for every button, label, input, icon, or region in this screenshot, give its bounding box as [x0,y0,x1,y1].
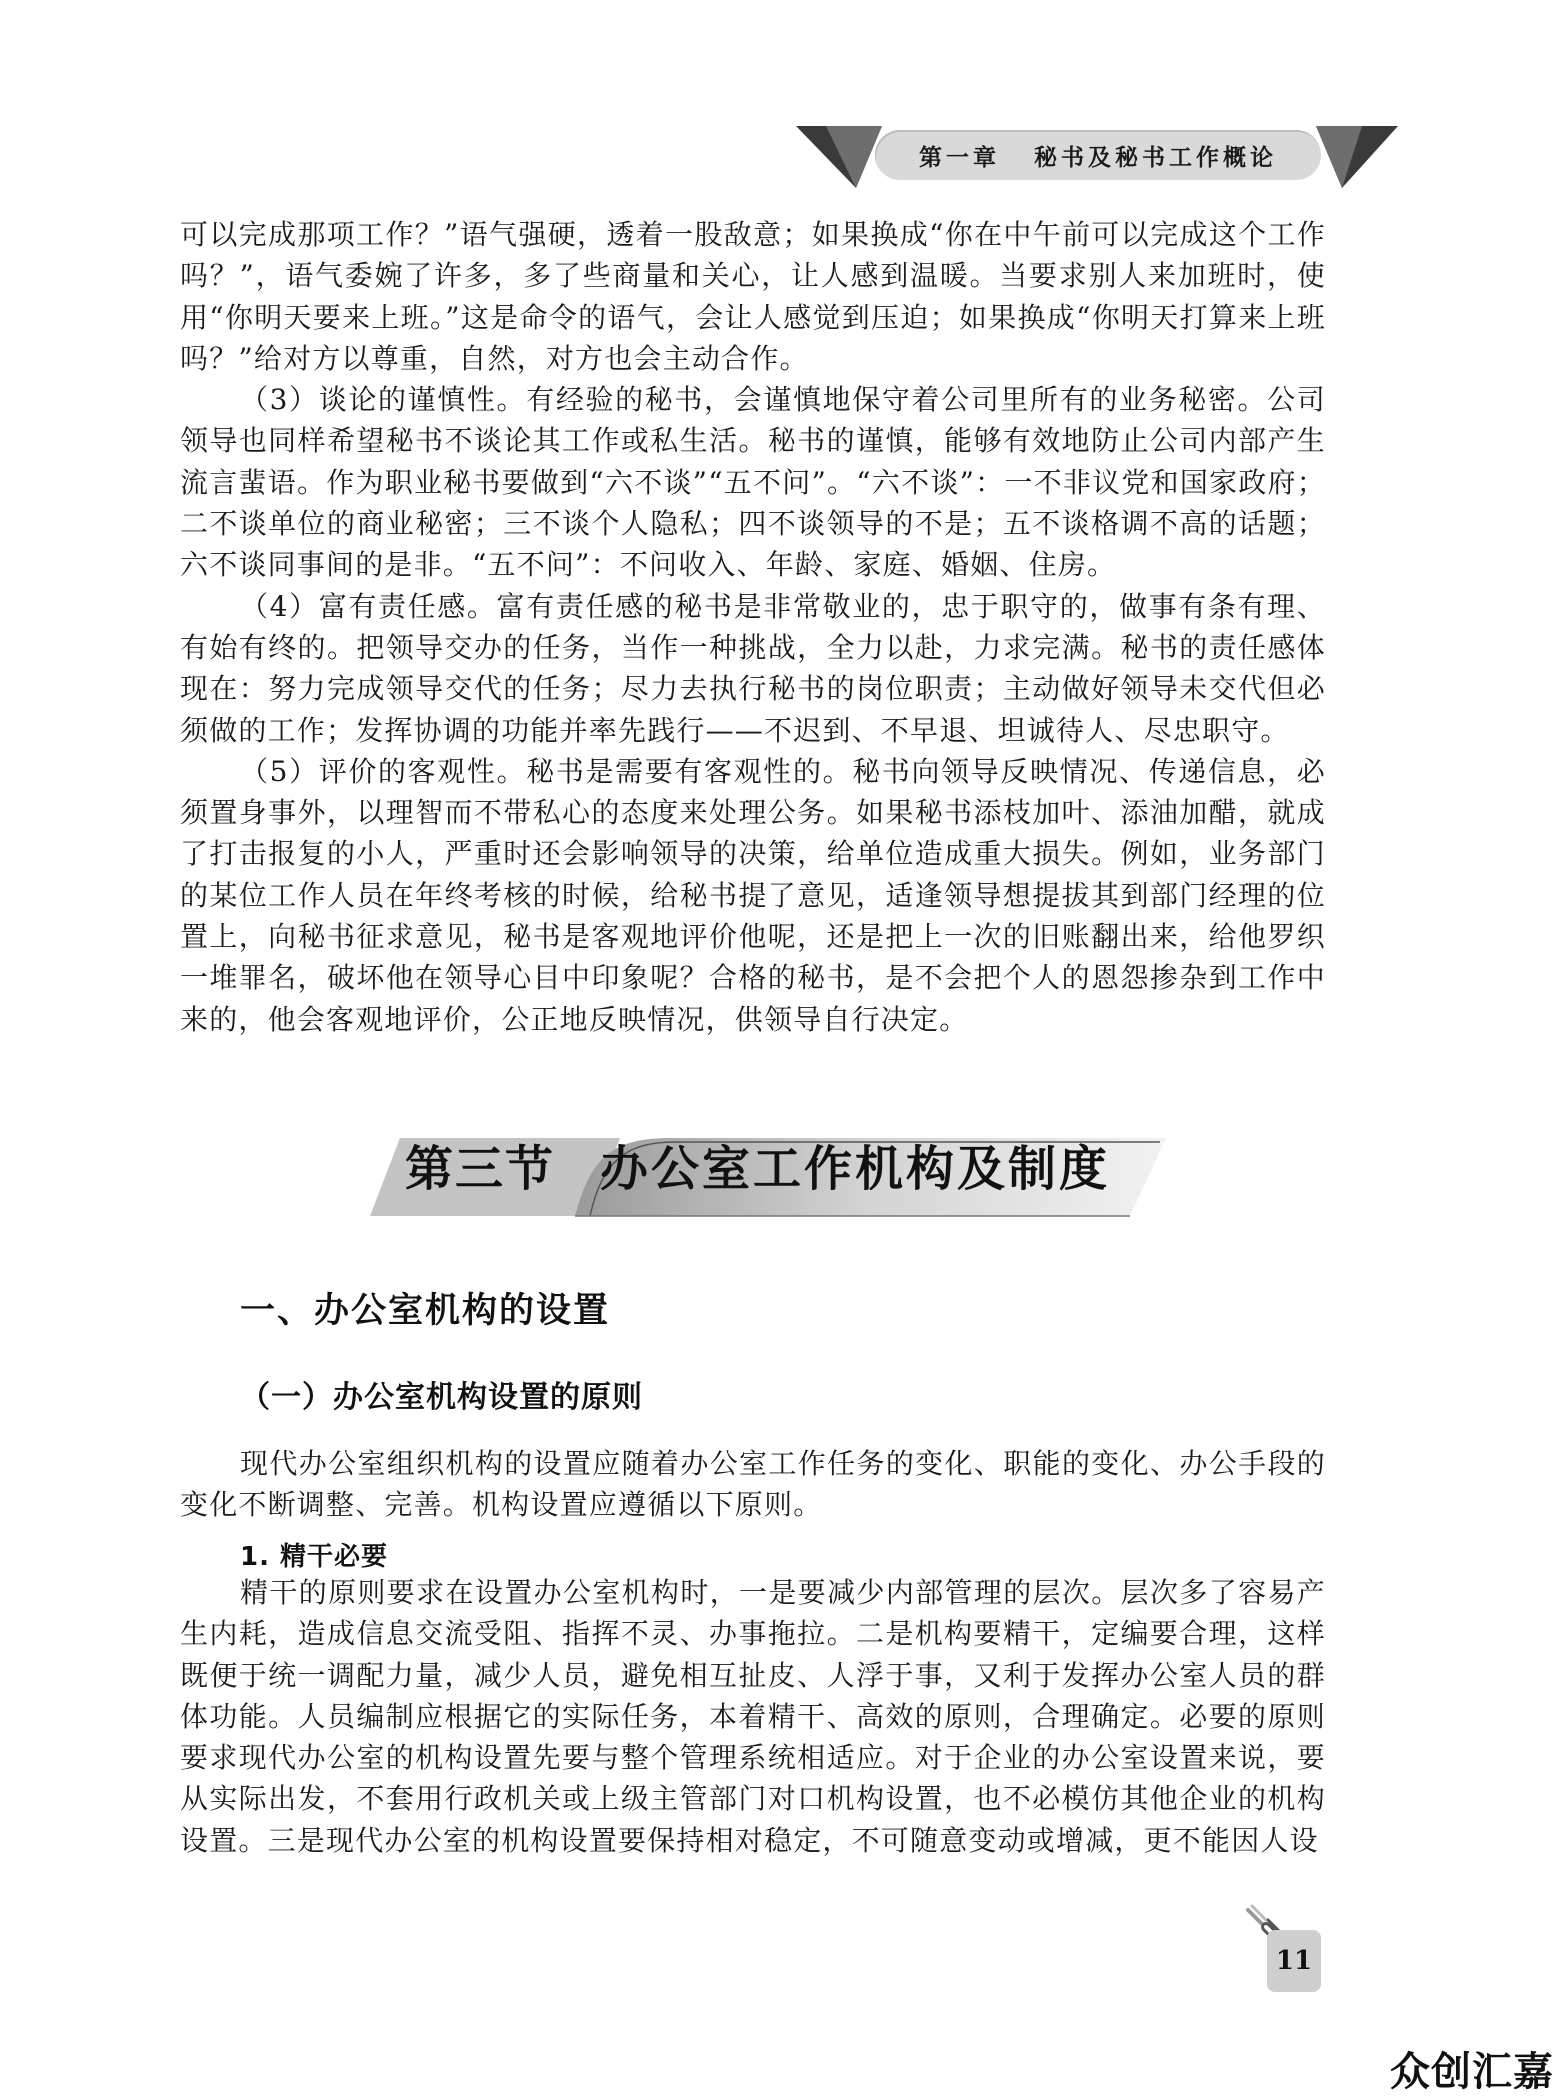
paragraph-responsibility: （4）富有责任感。富有责任感的秘书是非常敬业的，忠于职守的，做事有条有理、有始有终的。把领导交办的任务，当作一种挑战，全力以赴，力求完满。秘书的责任感体现在：努力完成领导交代的任务；尽力去执行秘书的岗位职责；主动做好领导未交代但必须做的工作；发挥协调的功能并率先践行——不迟到、不早退、坦诚待人、尽忠职守。 [180,589,1326,747]
heading-level3: 1. 精干必要 [240,1542,389,1572]
heading-level2: （一）办公室机构设置的原则 [240,1380,643,1415]
chapter-number: 第一章 [919,144,1000,171]
running-header [875,130,1321,180]
intro-body-text [180,1443,1326,1526]
header-right-triangle-icon [1312,122,1402,192]
paragraph-intro: 现代办公室组织机构的设置应随着办公室工作任务的变化、职能的变化、办公手段的变化不断调整、完善。机构设置应遵循以下原则。 [180,1447,1326,1522]
bottom-body-text [180,1572,1326,1861]
paragraph-objectivity: （5）评价的客观性。秘书是需要有客观性的。秘书向领导反映情况、传递信息，必须置身事外，以理智而不带私心的态度来处理公务。如果秘书添枝加叶、添油加醋，就成了打击报复的小人，严重时还会影响领导的决策，给单位造成重大损失。例如，业务部门的某位工作人员在年终考核的时候，给秘书提了意见，适逢领导想提拔其到部门经理的位置上，向秘书征求意见，秘书是客观地评价他呢，还是把上一次的旧账翻出来，给他罗织一堆罪名，破坏他在领导心目中印象呢？合格的秘书，是不会把个人的恩怨掺杂到工作中来的，他会客观地评价，公正地反映情况，供领导自行决定。 [180,754,1326,1036]
chapter-title: 秘书及秘书工作概论 [1034,144,1277,171]
heading-level1: 一、办公室机构的设置 [240,1291,611,1331]
section-title: 办公室工作机构及制度 [600,1141,1111,1197]
top-body-text [180,214,1326,1040]
paragraph-continued: 可以完成那项工作？”语气强硬，透着一股敌意；如果换成“你在中午前可以完成这个工作吗？”，语气委婉了许多，多了些商量和关心，让人感到温暖。当要求别人来加班时，使用“你明天要来上班。”这是命令的语气，会让人感觉到压迫；如果换成“你明天打算来上班吗？”给对方以尊重，自然，对方也会主动合作。 [180,218,1326,375]
section-number: 第三节 [405,1141,556,1197]
paragraph-streamlined: 精干的原则要求在设置办公室机构时，一是要减少内部管理的层次。层次多了容易产生内耗，造成信息交流受阻、指挥不灵、办事拖拉。二是机构要精干，定编要合理，这样既便于统一调配力量，减少人员，避免相互扯皮、人浮于事，又利于发挥办公室人员的群体功能。人员编制应根据它的实际任务，本着精干、高效的原则，合理确定。必要的原则要求现代办公室的机构设置先要与整个管理系统相适应。对于企业的办公室设置来说，要从实际出发，不套用行政机关或上级主管部门对口机构设置，也不必模仿其他企业的机构设置。三是现代办公室的机构设置要保持相对稳定，不可随意变动或增减，更不能因人设 [180,1576,1326,1857]
page-number: 11 [1267,1930,1321,1992]
watermark: 众创汇嘉 [1390,2049,1554,2095]
paragraph-prudence: （3）谈论的谨慎性。有经验的秘书，会谨慎地保守着公司里所有的业务秘密。公司领导也同样希望秘书不谈论其工作或私生活。秘书的谨慎，能够有效地防止公司内部产生流言蜚语。作为职业秘书要做到“六不谈”“五不问”。“六不谈”：一不非议党和国家政府；二不谈单位的商业秘密；三不谈个人隐私；四不谈领导的不是；五不谈格调不高的话题；六不谈同事间的是非。“五不问”：不问收入、年龄、家庭、婚姻、住房。 [180,383,1326,582]
header-left-triangle-icon [796,122,886,192]
